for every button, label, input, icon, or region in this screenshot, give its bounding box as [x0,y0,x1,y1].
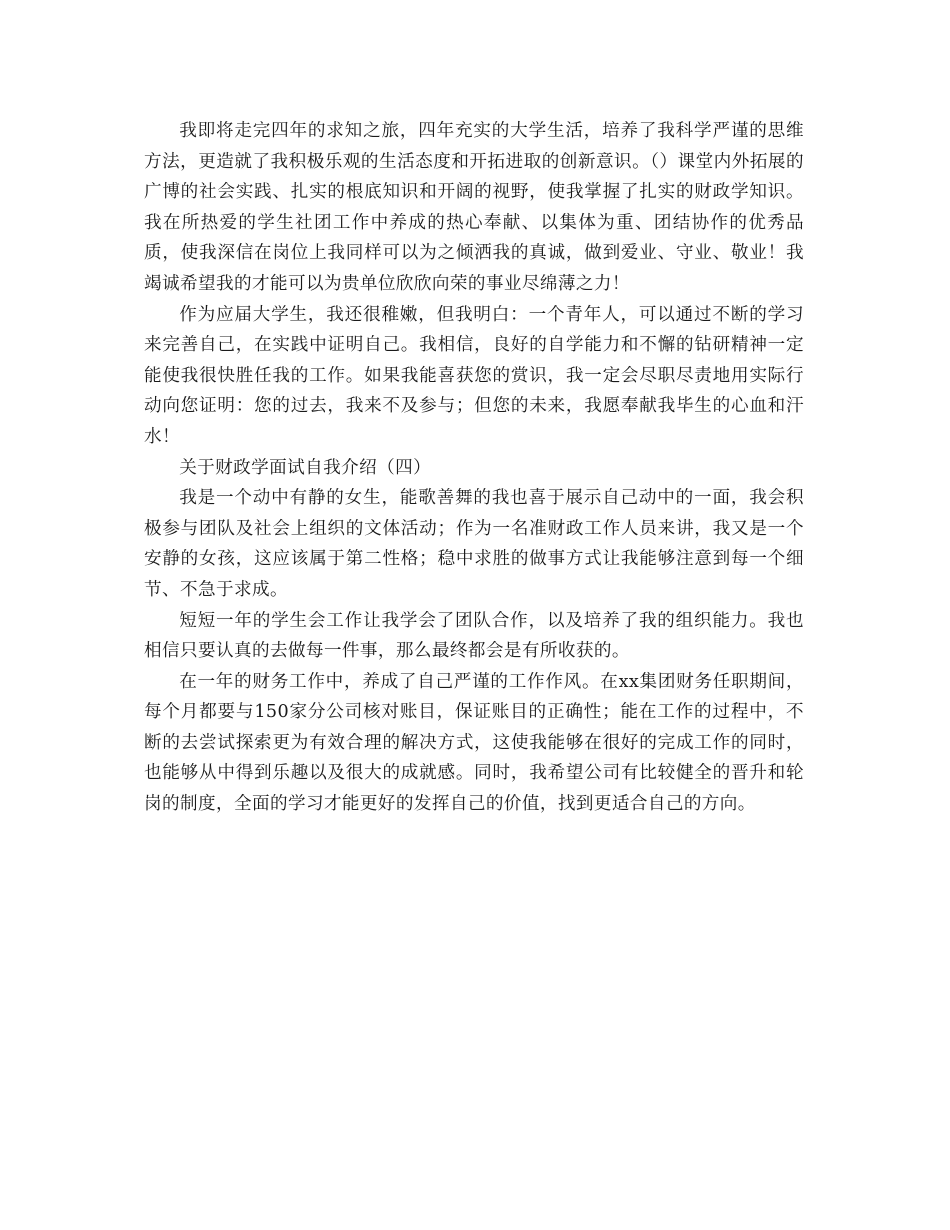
paragraph-3: 我是一个动中有静的女生，能歌善舞的我也喜于展示自己动中的一面，我会积极参与团队及社会上组织的文体活动；作为一名准财政工作人员来讲，我又是一个安静的女孩，这应该属于第二性格；稳中求胜的做事方式让我能够注意到每一个细节、不急于求成。 [144,488,804,600]
paragraph-1: 我即将走完四年的求知之旅，四年充实的大学生活，培养了我科学严谨的思维方法，更造就了我积极乐观的生活态度和开拓进取的创新意识。（）课堂内外拓展的广博的社会实践、扎实的根底知识和开阔的视野，使我掌握了扎实的财政学知识。我在所热爱的学生社团工作中养成的热心奉献、以集体为重、团结协作的优秀品质，使我深信在岗位上我同样可以为之倾洒我的真诚，做到爱业、守业、敬业！我竭诚希望我的才能可以为贵单位欣欣向荣的事业尽绵薄之力！ [144,121,804,294]
section-heading: 关于财政学面试自我介绍（四） [179,457,432,478]
document-body [144,116,804,820]
paragraph-5: 在一年的财务工作中，养成了自己严谨的工作作风。在xx集团财务任职期间，每个月都要与150家分公司核对账目，保证账目的正确性；能在工作的过程中，不断的去尝试探索更为有效合理的解决方式，这使我能够在很好的完成工作的同时，也能够从中得到乐趣以及很大的成就感。同时，我希望公司有比较健全的晋升和轮岗的制度，全面的学习才能更好的发挥自己的价值，找到更适合自己的方向。 [144,671,804,815]
paragraph-2: 作为应届大学生，我还很稚嫩，但我明白：一个青年人，可以通过不断的学习来完善自己，在实践中证明自己。我相信，良好的自学能力和不懈的钻研精神一定能使我很快胜任我的工作。如果我能喜获您的赏识，我一定会尽职尽责地用实际行动向您证明：您的过去，我来不及参与；但您的未来，我愿奉献我毕生的心血和汗水！ [144,304,804,447]
paragraph-4: 短短一年的学生会工作让我学会了团队合作，以及培养了我的组织能力。我也相信只要认真的去做每一件事，那么最终都会是有所收获的。 [144,610,804,662]
